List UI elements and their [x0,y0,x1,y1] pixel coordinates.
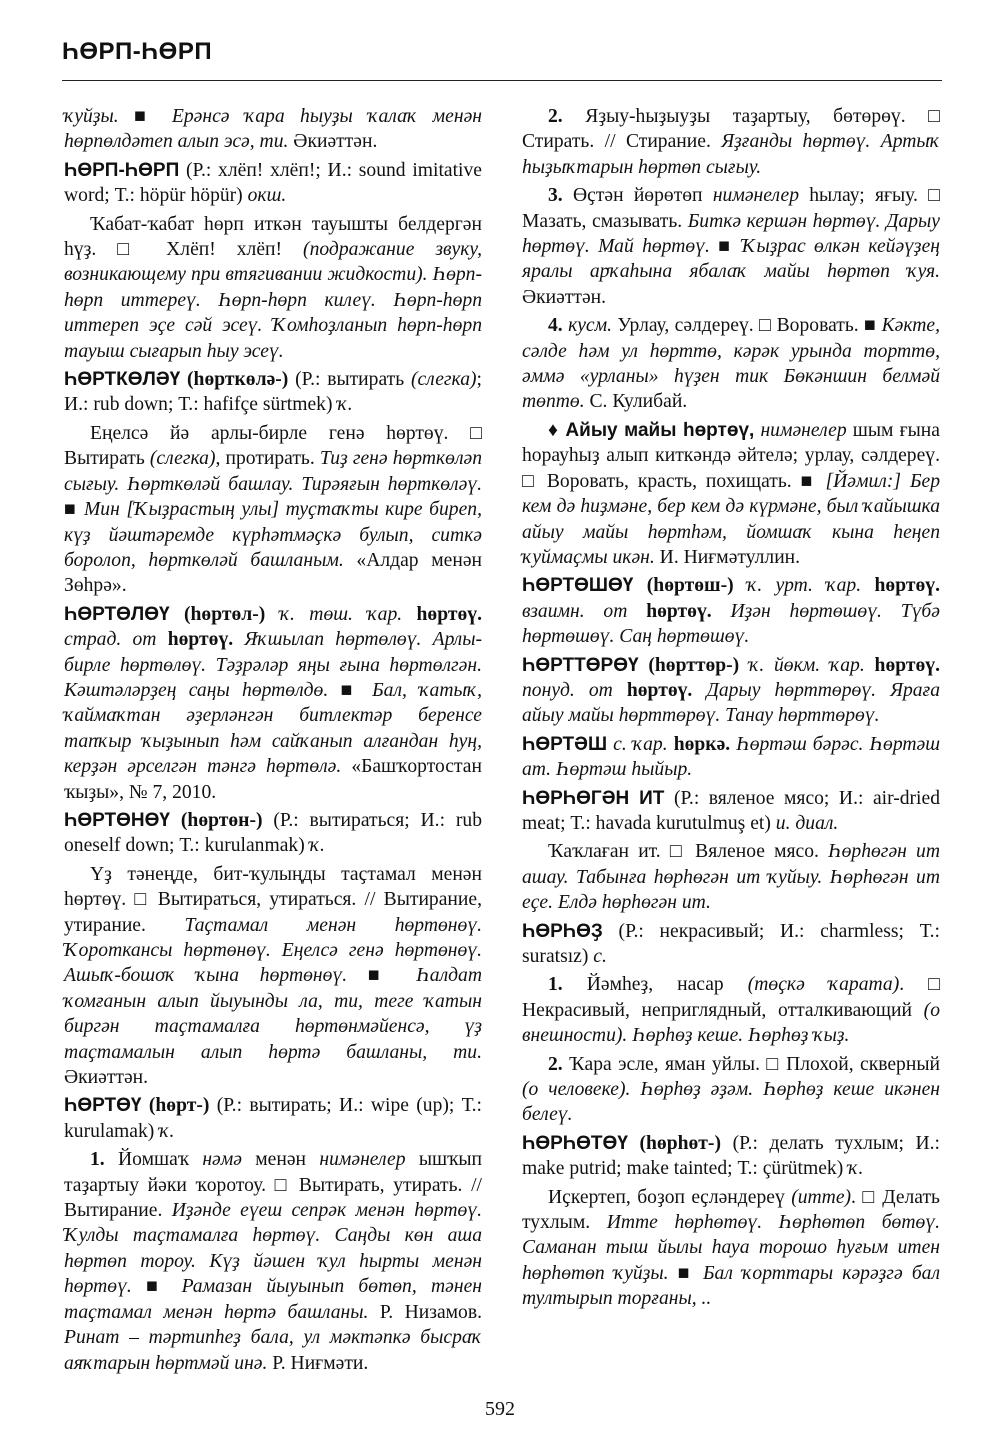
dictionary-entry: ҺӨРТТӨРӨҮ (һөрттөр-) ҡ. йөкм. ҡар. һөртөү. понуд. от һөртөү. Дарыу һөрттөрөү. Яраға айыу майы һөрттөрөү. Танау һөрттөрөү. [522,654,940,727]
running-header [62,38,942,66]
entry-paragraph: 1. Йомшаҡ нәмә менән нимәнелер ышҡып таҙартыу йәки ҡоротоу. □ Вытирать, утирать. // Вытирание. Иҙәнде еүеш сепрәк менән һөртөү. Ҡулды таҫтамалға һөртөү. Саңды көн аша һөртөп тороу. Күҙ йәшен ҡул һырты менән һөртөү. ■ Рамазан йыуынып бөтөп, тәнен таҫтамал менән һөртә башланы. Р. Низамов. Ринат – тәртипһеҙ бала, ул мәктәпкә бысраҡ аяҡтарын һөртмәй инә. Р. Ниғмәти. [64,1149,483,1374]
dictionary-entry: ҺӨРҺӨТӨҮ (һөрһөт-) (Р.: делать тухлым; И.: make putrid; make tainted; Т.: çürütmek) ҡ. [522,1132,940,1180]
dictionary-entry: ҺӨРТӨНӨҮ (һөртөн-) (Р.: вытираться; И.: rub oneself down; Т.: kurulanmak) ҡ. [64,809,482,857]
dictionary-entry: ҺӨРҺӨҘ (Р.: некрасивый; И.: charmless; Т.: suratsız) с. [522,920,940,967]
entry-paragraph: Еңелсә йә арлы-бирле генә һөртөү. □ Вытирать (слегка), протирать. Тиҙ генә һөрткөләп сығыу. Һөрткөләй башлау. Тирәяғын һөрткөләү. ■ Мин [Ҡыҙрастың улы] туҫтаҡты кире биреп, күҙ йәштәремде күрһәтмәҫкә булып, ситкә боролоп, һөрткөләй башланым. «Алдар менән Зөһрә». [64,422,482,597]
running-head-word: ҺӨРП-ҺӨРП [62,38,213,65]
dictionary-entry: ҺӨРТӨЛӨҮ (һөртөл-) ҡ. төш. ҡар. һөртөү. страд. от һөртөү. Яҡшылап һөртөлөү. Арлы-бирле һөртөлөү. Тәҙрәләр яңы ғына һөртөлгән. Кәштәләрҙең саңы һөртөлдө. ■ Бал, ҡатыҡ, ҡаймаҡтан әҙерләнгән битлектәр беренсе тапҡыр ҡыҙынып һәм сайҡанып алғандан һуң, керҙән әрселгән тәнгә һөртөлә. «Башҡортостан ҡыҙы», № 7, 2010. [64,603,482,803]
page-number: 592 [485,1398,515,1420]
entry-paragraph: 2. Ҡара эсле, яман уйлы. □ Плохой, скверный (о человеке). Һөрһөҙ әҙәм. Һөрһөҙ кеше икәнен белеү. [522,1053,940,1126]
entry-paragraph: 2. Яҙыу-һыҙыуҙы таҙартыу, бөтөрөү. □ Стирать. // Стирание. Яҙғанды һөртөү. Артыҡ һыҙыҡтарын һөртөп сығыу. [522,106,940,178]
right-column [522,104,940,1315]
dictionary-entry: ҺӨРҺӨГӘН ИТ (Р.: вяленое мясо; И.: air-dried meat; Т.: havada kurutulmuş et) и. диал. [522,787,940,834]
header-rule [62,80,942,81]
left-column [64,104,482,1379]
dictionary-entry: ҺӨРТКӨЛӘҮ (һөрткөлә-) (Р.: вытирать (слегка); И.: rub down; Т.: hafifçe sürtmek) ҡ. [64,369,482,416]
entry-paragraph: 3. Өҫтән йөрөтөп нимәнелер һылау; яғыу. □ Мазать, смазывать. Биткә кершән һөртөү. Дарыу һөртөү. Май һөртөү. ■ Ҡыҙрас өлкән кейәүҙең яралы арҡаһына ябалаҡ майы һөртөп ҡуя. Әкиәттән. [522,185,940,308]
dictionary-entry: ҺӨРП-ҺӨРП (Р.: хлёп! хлёп!; И.: sound imitative word; Т.: höpür höpür) окш. [64,159,482,207]
dictionary-entry: ҺӨРТӨҮ (һөрт-) (Р.: вытирать; И.: wipe (up); Т.: kurulamak) ҡ. [64,1095,482,1142]
dictionary-entry: ҺӨРТӨШӨҮ (һөртөш-) ҡ. урт. ҡар. һөртөү. взаимн. от һөртөү. Иҙән һөртөшөү. Түбә һөртөшөү. Саң һөртөшөү. [522,575,940,648]
dictionary-entry: ҺӨРТӘШ с. ҡар. һөркә. Һөртәш бәрәс. Һөртәш ат. Һөртәш һыйыр. [522,733,940,781]
entry-paragraph: 4. кусм. Урлау, сәлдереү. □ Воровать. ■ Кәкте, сәлде һәм ул һөрттө, кәрәк урында торттө, әммә «урланы» һүҙен тик Бөкәншин белмәй төптө. С. Кулибай. [522,315,941,413]
entry-paragraph: Ҡаҡлаған ит. □ Вяленое мясо. Һөрһөгән ит ашау. Табынға һөрһөгән ит ҡуйыу. Һөрһөгән ит еҫе. Елдә һөрһөгән ит. [522,841,940,914]
entry-paragraph: ҡуйҙы. ■ Ерәнсә ҡара һыуҙы ҡалаҡ менән һөрпөлдәтеп алып эсә, ти. Әкиәттән. [64,106,482,153]
entry-paragraph: 1. Йәмһеҙ, насар (төҫкә ҡарата). □ Некрасивый, неприглядный, отталкивающий (о внешности). Һөрһөҙ кеше. Һөрһөҙ ҡыҙ. [522,974,940,1047]
entry-paragraph: Иҫкертеп, боҙоп еҫләндереү (итте). □ Делать тухлым. Итте һөрһөтөү. Һөрһөтөп бөтөү. Саманан тыш йылы һауа торошо һуғым итен һөрһөтөп ҡуйҙы. ■ Бал ҡорттары кәрәҙгә бал тултырып торғаны, .. [522,1186,941,1310]
entry-paragraph: Ҡабат-ҡабат һөрп иткән тауышты белдергән һүҙ. □ Хлёп! хлёп! (подражание звуку, возникающему при втягивании жидкости). Һөрп-һөрп иттереү. Һөрп-һөрп килеү. Һөрп-һөрп иттереп эҫе сәй эсеү. Ҡомһоҙланып һөрп-һөрп тауыш сығарып һыу эсеү. [64,213,483,362]
entry-paragraph: ♦ Айыу майы һөртөү, нимәнелер шым ғына һорауһыҙ алып киткәндә әйтелә; урлау, сәлдереү. □ Воровать, красть, похищать. ■ [Йәмил:] Бер кем дә һиҙмәне, бер кем дә күрмәне, был ҡайышка айыу майы һөртһәм, йомшаҡ кына һеңеп ҡуймаҫмы икән. И. Ниғмәтуллин. [522,419,940,568]
entry-paragraph: Үҙ тәнеңде, бит-ҡулыңды таҫтамал менән һөртөү. □ Вытираться, утираться. // Вытирание, утирание. Таҫтамал менән һөртөнөү. Ҡороткансы һөртөнөү. Еңелсә генә һөртөнөү. Ашыҡ-бошоҡ ҡына һөртөнөү. ■ Һалдат ҡомғанын алып йыуынды ла, ти, теге ҡатын биргән таҫтамалға һөртөнмәйенсә, үҙ таҫтамалын алып һөртә башланы, ти. Әкиәттән. [64,863,483,1089]
